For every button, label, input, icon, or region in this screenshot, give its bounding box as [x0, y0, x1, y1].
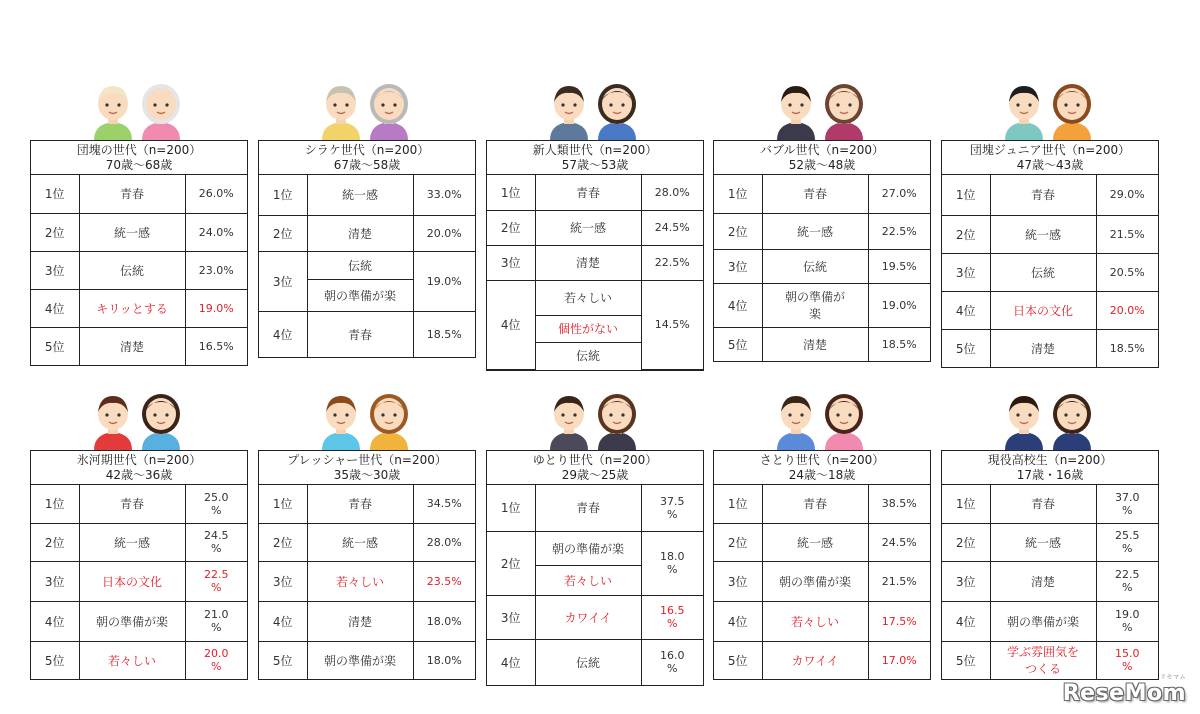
- ranking-row: [259, 601, 475, 641]
- generation-title: [942, 451, 1158, 485]
- female-avatar: [1049, 80, 1095, 140]
- rank-cell: 2位: [259, 215, 307, 251]
- ranking-row: [31, 327, 247, 365]
- ranking-row: [714, 561, 930, 601]
- percent-cell: 16.5%: [185, 327, 247, 365]
- ranking-row: [31, 485, 247, 523]
- rank-cell: 2位: [942, 523, 990, 561]
- age-range: 67歳～58歳: [333, 157, 401, 172]
- percent-cell: 21.5%: [1096, 215, 1158, 253]
- percent-cell: 26.0%: [185, 175, 247, 213]
- rank-cell: 2位: [259, 523, 307, 561]
- ranking-table: [941, 140, 1159, 368]
- ranking-row: [487, 639, 703, 685]
- rank-cell: 4位: [259, 311, 307, 357]
- ranking-row: [714, 175, 930, 213]
- item-cell: 清楚: [762, 327, 868, 361]
- percent-cell: 24.5%: [641, 210, 703, 245]
- rank-cell: 3位: [259, 251, 307, 311]
- item-cell: 青春: [990, 175, 1096, 215]
- rank-cell: 1位: [31, 485, 79, 523]
- ranking-row: [942, 485, 1158, 523]
- age-range: 42歳～36歳: [105, 467, 173, 482]
- ranking-table: [258, 140, 476, 358]
- percent-cell: 24.0%: [185, 213, 247, 251]
- item-cell: 若々しい: [79, 641, 185, 679]
- percent-cell: 16.0 %: [641, 639, 703, 685]
- percent-cell: 21.5%: [868, 561, 930, 601]
- percent-cell: 28.0%: [641, 175, 703, 210]
- female-avatar: [594, 390, 640, 450]
- percent-cell: 18.5%: [413, 311, 475, 357]
- item-cell: 青春: [535, 175, 641, 210]
- ranking-row: [31, 561, 247, 601]
- percent-cell: 16.5 %: [641, 595, 703, 639]
- rank-cell: 5位: [31, 641, 79, 679]
- rank-cell: 4位: [942, 601, 990, 641]
- item-cell: 朝の準備が楽: [307, 641, 413, 679]
- item-cell: 若々しい: [535, 280, 641, 315]
- item-cell: 伝統: [535, 639, 641, 685]
- ranking-row: [259, 485, 475, 523]
- generation-name: 団塊ジュニア世代（n=200）: [969, 142, 1131, 157]
- ranking-row: [31, 289, 247, 327]
- item-cell: 青春: [762, 485, 868, 523]
- ranking-row: [487, 175, 703, 210]
- percent-cell: 37.5 %: [641, 485, 703, 531]
- ranking-row: [259, 523, 475, 561]
- rank-cell: 3位: [259, 561, 307, 601]
- ranking-row: [487, 245, 703, 280]
- male-avatar: [773, 390, 819, 450]
- rank-cell: 1位: [31, 175, 79, 213]
- percent-cell: 23.5%: [413, 561, 475, 601]
- item-cell: 伝統: [535, 342, 641, 369]
- generation-panel: [941, 390, 1159, 677]
- rank-cell: 5位: [942, 329, 990, 367]
- item-cell: 朝の準備が楽: [535, 531, 641, 565]
- percent-cell: 20.0%: [1096, 291, 1158, 329]
- avatar-illustration: [941, 390, 1159, 450]
- percent-cell: 29.0%: [1096, 175, 1158, 215]
- ranking-row: [942, 215, 1158, 253]
- female-avatar: [366, 80, 412, 140]
- avatar-illustration: [713, 80, 931, 140]
- item-cell: 清楚: [990, 561, 1096, 601]
- generation-name: シラケ世代（n=200）: [304, 142, 430, 157]
- rank-cell: 5位: [714, 327, 762, 361]
- ranking-row: [487, 485, 703, 531]
- generation-name: 氷河期世代（n=200）: [76, 452, 202, 467]
- male-avatar: [318, 80, 364, 140]
- rank-cell: 4位: [31, 601, 79, 641]
- rank-cell: 5位: [31, 327, 79, 365]
- ranking-row: [487, 280, 703, 315]
- ranking-row: [259, 311, 475, 357]
- rank-cell: 5位: [942, 641, 990, 679]
- ranking-row: [942, 523, 1158, 561]
- rank-cell: 3位: [31, 561, 79, 601]
- item-cell: 若々しい: [535, 565, 641, 595]
- rank-cell: 4位: [714, 283, 762, 327]
- percent-cell: 24.5 %: [185, 523, 247, 561]
- generation-panel: [30, 80, 248, 354]
- ranking-row: [31, 251, 247, 289]
- ranking-row: [714, 213, 930, 249]
- percent-cell: 19.0%: [185, 289, 247, 327]
- ranking-table: [30, 140, 248, 366]
- item-cell: 統一感: [990, 215, 1096, 253]
- avatar-illustration: [30, 390, 248, 450]
- percent-cell: 27.0%: [868, 175, 930, 213]
- generation-title: [942, 141, 1158, 175]
- percent-cell: 21.0 %: [185, 601, 247, 641]
- percent-cell: 20.0 %: [185, 641, 247, 679]
- generation-title: [31, 141, 247, 175]
- item-cell: 青春: [535, 485, 641, 531]
- rank-cell: 2位: [31, 213, 79, 251]
- item-cell: カワイイ: [762, 641, 868, 679]
- ranking-table: [258, 450, 476, 680]
- generation-name: バブル世代（n=200）: [759, 142, 885, 157]
- item-cell: 朝の準備が楽: [990, 601, 1096, 641]
- ranking-row: [259, 251, 475, 279]
- generation-panel: [713, 390, 931, 668]
- item-cell: 清楚: [535, 245, 641, 280]
- item-cell: 清楚: [307, 215, 413, 251]
- item-cell: 伝統: [762, 249, 868, 283]
- percent-cell: 23.0%: [185, 251, 247, 289]
- item-cell: 清楚: [79, 327, 185, 365]
- avatar-illustration: [713, 390, 931, 450]
- ranking-row: [942, 291, 1158, 329]
- ranking-row: [259, 641, 475, 679]
- item-cell: 統一感: [79, 523, 185, 561]
- avatar-illustration: [941, 80, 1159, 140]
- item-cell: 伝統: [307, 251, 413, 279]
- percent-cell: 34.5%: [413, 485, 475, 523]
- percent-cell: 18.0 %: [641, 531, 703, 595]
- ranking-row: [714, 641, 930, 679]
- ranking-row: [259, 215, 475, 251]
- ranking-row: [942, 175, 1158, 215]
- item-cell: 青春: [990, 485, 1096, 523]
- percent-cell: 25.0 %: [185, 485, 247, 523]
- generation-title: [259, 141, 475, 175]
- percent-cell: 38.5%: [868, 485, 930, 523]
- ranking-row: [31, 175, 247, 213]
- rank-cell: 2位: [714, 523, 762, 561]
- female-avatar: [821, 80, 867, 140]
- percent-cell: 22.5%: [641, 245, 703, 280]
- item-cell: 伝統: [990, 253, 1096, 291]
- item-cell: 若々しい: [307, 561, 413, 601]
- ranking-table: [486, 450, 704, 686]
- male-avatar: [1001, 80, 1047, 140]
- ranking-row: [942, 561, 1158, 601]
- item-cell: 青春: [79, 485, 185, 523]
- rank-cell: 3位: [714, 249, 762, 283]
- item-cell: 清楚: [990, 329, 1096, 367]
- item-cell: 青春: [79, 175, 185, 213]
- percent-cell: 28.0%: [413, 523, 475, 561]
- generation-name: プレッシャー世代（n=200）: [287, 452, 447, 467]
- female-avatar: [1049, 390, 1095, 450]
- percent-cell: 17.5%: [868, 601, 930, 641]
- ranking-row: [31, 641, 247, 679]
- generation-panel: [258, 390, 476, 668]
- rank-cell: 1位: [714, 175, 762, 213]
- ranking-table: [713, 140, 931, 362]
- resemom-logo: ReseMom リセマム: [1062, 674, 1186, 706]
- rank-cell: 1位: [487, 485, 535, 531]
- ranking-table: [30, 450, 248, 680]
- percent-cell: 19.0%: [868, 283, 930, 327]
- percent-cell: 22.5%: [868, 213, 930, 249]
- generation-title: [714, 141, 930, 175]
- rank-cell: 3位: [31, 251, 79, 289]
- male-avatar: [318, 390, 364, 450]
- item-cell: 統一感: [307, 523, 413, 561]
- age-range: 57歳～53歳: [561, 157, 629, 172]
- item-cell: 個性がない: [535, 315, 641, 342]
- generation-name: 団塊の世代（n=200）: [76, 142, 202, 157]
- age-range: 17歳・16歳: [1016, 467, 1084, 482]
- percent-cell: 37.0 %: [1096, 485, 1158, 523]
- ranking-row: [942, 641, 1158, 679]
- item-cell: 日本の文化: [79, 561, 185, 601]
- item-cell: 日本の文化: [990, 291, 1096, 329]
- percent-cell: 18.0%: [413, 601, 475, 641]
- rank-cell: 4位: [487, 639, 535, 685]
- rank-cell: 1位: [942, 485, 990, 523]
- ranking-row: [714, 601, 930, 641]
- percent-cell: 19.0 %: [1096, 601, 1158, 641]
- avatar-illustration: [486, 390, 704, 450]
- item-cell: 統一感: [79, 213, 185, 251]
- rank-cell: 1位: [942, 175, 990, 215]
- generation-title: [487, 141, 703, 175]
- percent-cell: 24.5%: [868, 523, 930, 561]
- percent-cell: 22.5 %: [1096, 561, 1158, 601]
- rank-cell: 2位: [31, 523, 79, 561]
- percent-cell: 14.5%: [641, 280, 703, 369]
- rank-cell: 4位: [487, 280, 535, 369]
- male-avatar: [546, 80, 592, 140]
- male-avatar: [90, 80, 136, 140]
- generation-title: [259, 451, 475, 485]
- avatar-illustration: [486, 80, 704, 140]
- percent-cell: 20.0%: [413, 215, 475, 251]
- rank-cell: 4位: [714, 601, 762, 641]
- ranking-row: [31, 523, 247, 561]
- rank-cell: 3位: [487, 595, 535, 639]
- ranking-row: [942, 601, 1158, 641]
- rank-cell: 1位: [714, 485, 762, 523]
- age-range: 52歳～48歳: [788, 157, 856, 172]
- generation-panel: [486, 80, 704, 364]
- percent-cell: 19.5%: [868, 249, 930, 283]
- female-avatar: [821, 390, 867, 450]
- ranking-row: [714, 523, 930, 561]
- rank-cell: 5位: [714, 641, 762, 679]
- item-cell: 青春: [762, 175, 868, 213]
- percent-cell: 25.5 %: [1096, 523, 1158, 561]
- rank-cell: 3位: [714, 561, 762, 601]
- female-avatar: [366, 390, 412, 450]
- generation-name: 現役高校生（n=200）: [987, 452, 1113, 467]
- generation-panel: [713, 80, 931, 352]
- ranking-table: [713, 450, 931, 680]
- rank-cell: 5位: [259, 641, 307, 679]
- age-range: 47歳～43歳: [1016, 157, 1084, 172]
- item-cell: 統一感: [535, 210, 641, 245]
- age-range: 24歳～18歳: [788, 467, 856, 482]
- percent-cell: 22.5 %: [185, 561, 247, 601]
- generation-name: ゆとり世代（n=200）: [532, 452, 658, 467]
- female-avatar: [138, 390, 184, 450]
- rank-cell: 4位: [259, 601, 307, 641]
- generation-title: [714, 451, 930, 485]
- generation-panel: [941, 80, 1159, 356]
- item-cell: 若々しい: [762, 601, 868, 641]
- percent-cell: 17.0%: [868, 641, 930, 679]
- item-cell: 朝の準備が 楽: [762, 283, 868, 327]
- percent-cell: 15.0 %: [1096, 641, 1158, 679]
- ranking-row: [714, 249, 930, 283]
- item-cell: 統一感: [762, 213, 868, 249]
- rank-cell: 2位: [487, 531, 535, 595]
- ranking-row: [487, 531, 703, 565]
- percent-cell: 18.5%: [1096, 329, 1158, 367]
- item-cell: 青春: [307, 311, 413, 357]
- percent-cell: 20.5%: [1096, 253, 1158, 291]
- item-cell: 朝の準備が楽: [79, 601, 185, 641]
- item-cell: 清楚: [307, 601, 413, 641]
- item-cell: 学ぶ雰囲気を つくる: [990, 641, 1096, 679]
- male-avatar: [1001, 390, 1047, 450]
- item-cell: 朝の準備が楽: [307, 279, 413, 311]
- generation-panel: [30, 390, 248, 674]
- ranking-row: [942, 253, 1158, 291]
- item-cell: 統一感: [307, 175, 413, 215]
- avatar-illustration: [258, 390, 476, 450]
- generation-name: さとり世代（n=200）: [759, 452, 885, 467]
- percent-cell: 33.0%: [413, 175, 475, 215]
- percent-cell: 18.0%: [413, 641, 475, 679]
- male-avatar: [773, 80, 819, 140]
- ranking-row: [487, 210, 703, 245]
- ranking-row: [942, 329, 1158, 367]
- percent-cell: 18.5%: [868, 327, 930, 361]
- ranking-row: [259, 175, 475, 215]
- item-cell: キリッとする: [79, 289, 185, 327]
- female-avatar: [594, 80, 640, 140]
- rank-cell: 4位: [942, 291, 990, 329]
- rank-cell: 3位: [942, 561, 990, 601]
- ranking-table: [486, 140, 704, 371]
- age-range: 35歳～30歳: [333, 467, 401, 482]
- ranking-row: [714, 485, 930, 523]
- generation-title: [487, 451, 703, 485]
- rank-cell: 1位: [259, 175, 307, 215]
- ranking-row: [714, 283, 930, 327]
- rank-cell: 2位: [487, 210, 535, 245]
- male-avatar: [90, 390, 136, 450]
- percent-cell: 19.0%: [413, 251, 475, 311]
- rank-cell: 3位: [487, 245, 535, 280]
- item-cell: 青春: [307, 485, 413, 523]
- generation-panel: [258, 80, 476, 342]
- rank-cell: 4位: [31, 289, 79, 327]
- rank-cell: 3位: [942, 253, 990, 291]
- rank-cell: 1位: [487, 175, 535, 210]
- age-range: 70歳～68歳: [105, 157, 173, 172]
- ranking-row: [714, 327, 930, 361]
- item-cell: 統一感: [990, 523, 1096, 561]
- female-avatar: [138, 80, 184, 140]
- generation-title: [31, 451, 247, 485]
- generation-name: 新人類世代（n=200）: [532, 142, 658, 157]
- item-cell: 朝の準備が楽: [762, 561, 868, 601]
- rank-cell: 1位: [259, 485, 307, 523]
- male-avatar: [546, 390, 592, 450]
- ranking-row: [31, 601, 247, 641]
- rank-cell: 2位: [714, 213, 762, 249]
- item-cell: 統一感: [762, 523, 868, 561]
- avatar-illustration: [30, 80, 248, 140]
- item-cell: 伝統: [79, 251, 185, 289]
- ranking-table: [941, 450, 1159, 680]
- ranking-row: [487, 595, 703, 639]
- ranking-row: [259, 561, 475, 601]
- rank-cell: 2位: [942, 215, 990, 253]
- avatar-illustration: [258, 80, 476, 140]
- ranking-row: [31, 213, 247, 251]
- age-range: 29歳～25歳: [561, 467, 629, 482]
- item-cell: カワイイ: [535, 595, 641, 639]
- generation-panel: [486, 390, 704, 676]
